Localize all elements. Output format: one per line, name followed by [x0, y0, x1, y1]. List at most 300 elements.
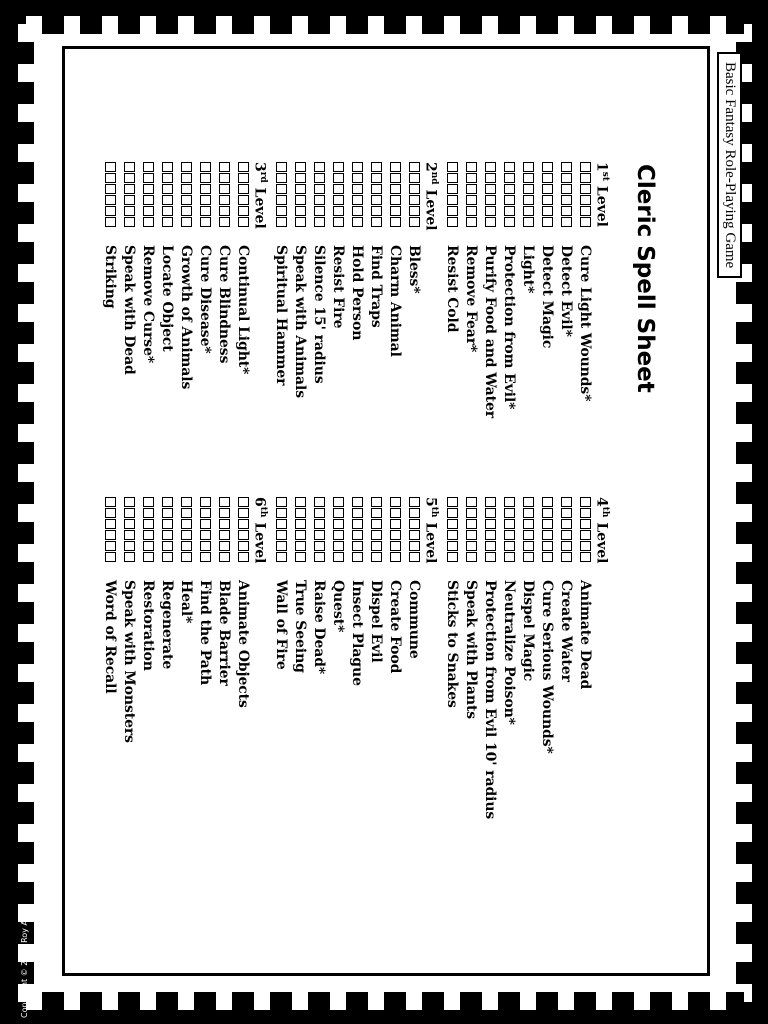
spell-slot-checkbox[interactable] — [295, 217, 306, 227]
spell-slot-checkbox[interactable] — [542, 552, 553, 562]
spell-slot-checkbox[interactable] — [238, 508, 249, 518]
spell-slot-checkbox[interactable] — [200, 217, 211, 227]
spell-slot-checkbox[interactable] — [219, 541, 230, 551]
spell-slot-checkbox[interactable] — [390, 552, 401, 562]
spell-slot-checkbox[interactable] — [466, 173, 477, 183]
spell-slot-checkbox[interactable] — [504, 552, 515, 562]
spell-slot-checkbox[interactable] — [504, 497, 515, 507]
spell-slot-checkbox[interactable] — [333, 530, 344, 540]
spell-slot-checkbox[interactable] — [219, 508, 230, 518]
spell-slot-checkbox[interactable] — [143, 217, 154, 227]
spell-slot-checkbox[interactable] — [542, 162, 553, 172]
spell-slot-checkbox[interactable] — [162, 162, 173, 172]
spell-slot-checkbox[interactable] — [219, 217, 230, 227]
spell-slot-checkbox[interactable] — [485, 519, 496, 529]
spell-slot-checkbox[interactable] — [504, 195, 515, 205]
spell-slot-checkbox[interactable] — [561, 497, 572, 507]
spell-slot-checkbox[interactable] — [200, 184, 211, 194]
spell-slot-checkbox[interactable] — [561, 195, 572, 205]
spell-slot-checkbox[interactable] — [105, 173, 116, 183]
spell-slot-checkbox[interactable] — [523, 206, 534, 216]
spell-slot-checkbox[interactable] — [523, 173, 534, 183]
spell-slot-checkbox[interactable] — [390, 541, 401, 551]
spell-slot-checkbox[interactable] — [105, 195, 116, 205]
spell-slot-checkbox[interactable] — [447, 173, 458, 183]
spell-slot-checkbox[interactable] — [409, 541, 420, 551]
spell-slot-checkbox[interactable] — [504, 206, 515, 216]
spell-slot-checkbox[interactable] — [238, 195, 249, 205]
spell-slot-checkbox[interactable] — [523, 552, 534, 562]
spell-slot-checkbox[interactable] — [238, 217, 249, 227]
spell-slot-checkbox[interactable] — [143, 497, 154, 507]
spell-slot-checkbox[interactable] — [238, 206, 249, 216]
spell-slot-checkbox[interactable] — [124, 195, 135, 205]
spell-slot-checkbox[interactable] — [276, 552, 287, 562]
spell-slot-checkbox[interactable] — [219, 497, 230, 507]
spell-slot-checkbox[interactable] — [371, 217, 382, 227]
spell-slot-checkbox[interactable] — [238, 173, 249, 183]
spell-slot-checkbox[interactable] — [295, 552, 306, 562]
spell-slot-checkbox[interactable] — [352, 162, 363, 172]
spell-slot-checkbox[interactable] — [333, 519, 344, 529]
spell-slot-checkbox[interactable] — [162, 552, 173, 562]
spell-checkbox-group — [352, 162, 363, 227]
spell-slot-checkbox[interactable] — [390, 162, 401, 172]
spell-slot-checkbox[interactable] — [181, 530, 192, 540]
spell-slot-checkbox[interactable] — [124, 530, 135, 540]
spell-slot-checkbox[interactable] — [162, 497, 173, 507]
spell-slot-checkbox[interactable] — [504, 173, 515, 183]
spell-slot-checkbox[interactable] — [580, 541, 591, 551]
spell-slot-checkbox[interactable] — [200, 541, 211, 551]
spell-slot-checkbox[interactable] — [466, 508, 477, 518]
spell-slot-checkbox[interactable] — [466, 552, 477, 562]
spell-slot-checkbox[interactable] — [181, 508, 192, 518]
spell-slot-checkbox[interactable] — [181, 206, 192, 216]
spell-slot-checkbox[interactable] — [580, 508, 591, 518]
spell-slot-checkbox[interactable] — [181, 541, 192, 551]
spell-slot-checkbox[interactable] — [542, 195, 553, 205]
copyright-notice: Copyright © 2007 Roy Allen — [20, 905, 29, 1018]
spell-slot-checkbox[interactable] — [314, 184, 325, 194]
spell-slot-checkbox[interactable] — [295, 530, 306, 540]
spell-slot-checkbox[interactable] — [466, 195, 477, 205]
spell-slot-checkbox[interactable] — [580, 519, 591, 529]
spell-slot-checkbox[interactable] — [466, 184, 477, 194]
spell-slot-checkbox[interactable] — [124, 519, 135, 529]
spell-slot-checkbox[interactable] — [447, 541, 458, 551]
spell-slot-checkbox[interactable] — [295, 519, 306, 529]
spell-slot-checkbox[interactable] — [238, 530, 249, 540]
spell-slot-checkbox[interactable] — [485, 508, 496, 518]
spell-slot-checkbox[interactable] — [561, 217, 572, 227]
spell-slot-checkbox[interactable] — [504, 530, 515, 540]
spell-slot-checkbox[interactable] — [447, 519, 458, 529]
spell-slot-checkbox[interactable] — [238, 162, 249, 172]
spell-slot-checkbox[interactable] — [314, 552, 325, 562]
spell-slot-checkbox[interactable] — [466, 530, 477, 540]
spell-slot-checkbox[interactable] — [143, 508, 154, 518]
spell-slot-checkbox[interactable] — [390, 195, 401, 205]
spell-checkbox-group — [485, 162, 496, 227]
spell-name: Dispel Evil — [368, 580, 385, 663]
spell-slot-checkbox[interactable] — [181, 217, 192, 227]
spell-slot-checkbox[interactable] — [314, 519, 325, 529]
spell-slot-checkbox[interactable] — [390, 206, 401, 216]
spell-slot-checkbox[interactable] — [314, 206, 325, 216]
spell-slot-checkbox[interactable] — [523, 195, 534, 205]
spell-slot-checkbox[interactable] — [409, 173, 420, 183]
spell-slot-checkbox[interactable] — [124, 217, 135, 227]
spell-slot-checkbox[interactable] — [219, 184, 230, 194]
spell-slot-checkbox[interactable] — [105, 541, 116, 551]
spell-slot-checkbox[interactable] — [352, 508, 363, 518]
spell-slot-checkbox[interactable] — [504, 184, 515, 194]
spell-slot-checkbox[interactable] — [314, 508, 325, 518]
spell-slot-checkbox[interactable] — [333, 508, 344, 518]
spell-slot-checkbox[interactable] — [162, 530, 173, 540]
spell-slot-checkbox[interactable] — [485, 217, 496, 227]
spell-slot-checkbox[interactable] — [447, 508, 458, 518]
spell-slot-checkbox[interactable] — [314, 497, 325, 507]
spell-slot-checkbox[interactable] — [143, 173, 154, 183]
spell-slot-checkbox[interactable] — [352, 552, 363, 562]
spell-slot-checkbox[interactable] — [181, 552, 192, 562]
spell-slot-checkbox[interactable] — [200, 173, 211, 183]
spell-slot-checkbox[interactable] — [371, 162, 382, 172]
spell-slot-checkbox[interactable] — [523, 541, 534, 551]
spell-slot-checkbox[interactable] — [523, 519, 534, 529]
spell-slot-checkbox[interactable] — [561, 206, 572, 216]
spell-slot-checkbox[interactable] — [447, 497, 458, 507]
spell-slot-checkbox[interactable] — [333, 206, 344, 216]
spell-slot-checkbox[interactable] — [390, 497, 401, 507]
spell-slot-checkbox[interactable] — [200, 508, 211, 518]
spell-slot-checkbox[interactable] — [523, 508, 534, 518]
spell-slot-checkbox[interactable] — [390, 530, 401, 540]
spell-slot-checkbox[interactable] — [314, 530, 325, 540]
spell-slot-checkbox[interactable] — [295, 508, 306, 518]
spell-slot-checkbox[interactable] — [333, 497, 344, 507]
spell-slot-checkbox[interactable] — [124, 162, 135, 172]
spell-slot-checkbox[interactable] — [314, 541, 325, 551]
spell-slot-checkbox[interactable] — [352, 173, 363, 183]
spell-slot-checkbox[interactable] — [200, 519, 211, 529]
spell-slot-checkbox[interactable] — [523, 497, 534, 507]
spell-slot-checkbox[interactable] — [200, 195, 211, 205]
spell-slot-checkbox[interactable] — [561, 508, 572, 518]
spell-slot-checkbox[interactable] — [580, 530, 591, 540]
spell-slot-checkbox[interactable] — [143, 206, 154, 216]
spell-slot-checkbox[interactable] — [238, 541, 249, 551]
spell-slot-checkbox[interactable] — [105, 530, 116, 540]
spell-slot-checkbox[interactable] — [580, 162, 591, 172]
spell-slot-checkbox[interactable] — [409, 195, 420, 205]
spell-slot-checkbox[interactable] — [447, 162, 458, 172]
spell-slot-checkbox[interactable] — [295, 497, 306, 507]
spell-slot-checkbox[interactable] — [504, 508, 515, 518]
spell-slot-checkbox[interactable] — [561, 184, 572, 194]
spell-slot-checkbox[interactable] — [542, 508, 553, 518]
spell-slot-checkbox[interactable] — [485, 173, 496, 183]
spell-slot-checkbox[interactable] — [447, 552, 458, 562]
spell-slot-checkbox[interactable] — [390, 173, 401, 183]
spell-slot-checkbox[interactable] — [143, 530, 154, 540]
spell-slot-checkbox[interactable] — [105, 552, 116, 562]
spell-slot-checkbox[interactable] — [542, 519, 553, 529]
spell-slot-checkbox[interactable] — [105, 508, 116, 518]
spell-slot-checkbox[interactable] — [409, 497, 420, 507]
spell-slot-checkbox[interactable] — [352, 541, 363, 551]
spell-slot-checkbox[interactable] — [314, 217, 325, 227]
spell-slot-checkbox[interactable] — [409, 162, 420, 172]
spell-slot-checkbox[interactable] — [390, 508, 401, 518]
spell-slot-checkbox[interactable] — [200, 497, 211, 507]
spell-slot-checkbox[interactable] — [561, 552, 572, 562]
spell-slot-checkbox[interactable] — [409, 552, 420, 562]
spell-slot-checkbox[interactable] — [295, 162, 306, 172]
spell-slot-checkbox[interactable] — [485, 552, 496, 562]
spell-slot-checkbox[interactable] — [124, 541, 135, 551]
spell-slot-checkbox[interactable] — [485, 206, 496, 216]
spell-slot-checkbox[interactable] — [200, 206, 211, 216]
spell-checkbox-group — [504, 497, 515, 562]
spell-slot-checkbox[interactable] — [561, 162, 572, 172]
spell-slot-checkbox[interactable] — [542, 530, 553, 540]
spell-slot-checkbox[interactable] — [181, 195, 192, 205]
spell-slot-checkbox[interactable] — [333, 162, 344, 172]
spell-slot-checkbox[interactable] — [485, 541, 496, 551]
spell-slot-checkbox[interactable] — [485, 530, 496, 540]
spell-name: Remove Curse* — [140, 245, 157, 364]
spell-slot-checkbox[interactable] — [333, 541, 344, 551]
spell-slot-checkbox[interactable] — [162, 206, 173, 216]
spell-slot-checkbox[interactable] — [333, 173, 344, 183]
spell-slot-checkbox[interactable] — [276, 508, 287, 518]
spell-slot-checkbox[interactable] — [523, 530, 534, 540]
spell-slot-checkbox[interactable] — [219, 206, 230, 216]
spell-slot-checkbox[interactable] — [143, 552, 154, 562]
spell-slot-checkbox[interactable] — [105, 162, 116, 172]
spell-slot-checkbox[interactable] — [352, 530, 363, 540]
spell-slot-checkbox[interactable] — [352, 497, 363, 507]
spell-slot-checkbox[interactable] — [409, 508, 420, 518]
spell-slot-checkbox[interactable] — [561, 519, 572, 529]
spell-slot-checkbox[interactable] — [143, 162, 154, 172]
spell-slot-checkbox[interactable] — [162, 541, 173, 551]
spell-slot-checkbox[interactable] — [371, 497, 382, 507]
spell-slot-checkbox[interactable] — [371, 195, 382, 205]
spell-slot-checkbox[interactable] — [181, 173, 192, 183]
spell-slot-checkbox[interactable] — [162, 173, 173, 183]
spell-slot-checkbox[interactable] — [181, 184, 192, 194]
spell-slot-checkbox[interactable] — [276, 206, 287, 216]
spell-slot-checkbox[interactable] — [485, 195, 496, 205]
spell-slot-checkbox[interactable] — [162, 184, 173, 194]
spell-slot-checkbox[interactable] — [466, 206, 477, 216]
spell-slot-checkbox[interactable] — [124, 497, 135, 507]
spell-slot-checkbox[interactable] — [390, 184, 401, 194]
spell-slot-checkbox[interactable] — [105, 206, 116, 216]
spell-slot-checkbox[interactable] — [276, 162, 287, 172]
spell-slot-checkbox[interactable] — [542, 217, 553, 227]
spell-slot-checkbox[interactable] — [143, 184, 154, 194]
spell-slot-checkbox[interactable] — [371, 173, 382, 183]
spell-slot-checkbox[interactable] — [238, 184, 249, 194]
spell-slot-checkbox[interactable] — [219, 552, 230, 562]
spell-slot-checkbox[interactable] — [276, 541, 287, 551]
spell-slot-checkbox[interactable] — [162, 519, 173, 529]
spell-slot-checkbox[interactable] — [371, 530, 382, 540]
spell-slot-checkbox[interactable] — [466, 497, 477, 507]
spell-slot-checkbox[interactable] — [542, 541, 553, 551]
spell-slot-checkbox[interactable] — [238, 519, 249, 529]
spell-slot-checkbox[interactable] — [371, 552, 382, 562]
spell-slot-checkbox[interactable] — [580, 552, 591, 562]
spell-slot-checkbox[interactable] — [124, 173, 135, 183]
spell-slot-checkbox[interactable] — [333, 184, 344, 194]
spell-slot-checkbox[interactable] — [333, 217, 344, 227]
spell-slot-checkbox[interactable] — [314, 162, 325, 172]
spell-slot-checkbox[interactable] — [295, 184, 306, 194]
spell-slot-checkbox[interactable] — [371, 541, 382, 551]
spell-slot-checkbox[interactable] — [561, 530, 572, 540]
spell-slot-checkbox[interactable] — [219, 195, 230, 205]
spell-name: Purify Food and Water — [482, 245, 499, 419]
spell-slot-checkbox[interactable] — [485, 497, 496, 507]
spell-slot-checkbox[interactable] — [523, 184, 534, 194]
spell-slot-checkbox[interactable] — [143, 519, 154, 529]
spell-slot-checkbox[interactable] — [219, 173, 230, 183]
spell-slot-checkbox[interactable] — [143, 195, 154, 205]
spell-slot-checkbox[interactable] — [580, 497, 591, 507]
spell-slot-checkbox[interactable] — [485, 162, 496, 172]
spell-slot-checkbox[interactable] — [580, 173, 591, 183]
spell-slot-checkbox[interactable] — [409, 530, 420, 540]
spell-slot-checkbox[interactable] — [295, 206, 306, 216]
spell-slot-checkbox[interactable] — [276, 195, 287, 205]
spell-slot-checkbox[interactable] — [580, 184, 591, 194]
spell-slot-checkbox[interactable] — [314, 173, 325, 183]
spell-slot-checkbox[interactable] — [276, 530, 287, 540]
spell-slot-checkbox[interactable] — [276, 217, 287, 227]
game-title-box: Basic Fantasy Role-Playing Game — [717, 52, 742, 278]
spell-slot-checkbox[interactable] — [352, 519, 363, 529]
spell-slot-checkbox[interactable] — [276, 497, 287, 507]
spell-slot-checkbox[interactable] — [447, 530, 458, 540]
spell-slot-checkbox[interactable] — [447, 184, 458, 194]
spell-slot-checkbox[interactable] — [371, 519, 382, 529]
spell-slot-checkbox[interactable] — [447, 206, 458, 216]
spell-slot-checkbox[interactable] — [181, 519, 192, 529]
spell-slot-checkbox[interactable] — [105, 217, 116, 227]
spell-slot-checkbox[interactable] — [295, 195, 306, 205]
spell-slot-checkbox[interactable] — [371, 508, 382, 518]
spell-slot-checkbox[interactable] — [352, 195, 363, 205]
spell-checkbox-group — [542, 497, 553, 562]
spell-slot-checkbox[interactable] — [561, 541, 572, 551]
spell-slot-checkbox[interactable] — [238, 497, 249, 507]
spell-slot-checkbox[interactable] — [352, 184, 363, 194]
spell-slot-checkbox[interactable] — [466, 162, 477, 172]
spell-slot-checkbox[interactable] — [523, 217, 534, 227]
spell-slot-checkbox[interactable] — [333, 195, 344, 205]
spell-slot-checkbox[interactable] — [143, 541, 154, 551]
spell-name: Wall of Fire — [273, 580, 290, 670]
spell-slot-checkbox[interactable] — [580, 206, 591, 216]
spell-slot-checkbox[interactable] — [504, 217, 515, 227]
spell-slot-checkbox[interactable] — [485, 184, 496, 194]
spell-slot-checkbox[interactable] — [124, 206, 135, 216]
spell-slot-checkbox[interactable] — [447, 195, 458, 205]
spell-slot-checkbox[interactable] — [466, 541, 477, 551]
spell-slot-checkbox[interactable] — [542, 173, 553, 183]
spell-slot-checkbox[interactable] — [295, 541, 306, 551]
spell-slot-checkbox[interactable] — [276, 184, 287, 194]
spell-slot-checkbox[interactable] — [276, 173, 287, 183]
spell-slot-checkbox[interactable] — [124, 184, 135, 194]
spell-slot-checkbox[interactable] — [162, 217, 173, 227]
spell-slot-checkbox[interactable] — [542, 184, 553, 194]
spell-slot-checkbox[interactable] — [162, 508, 173, 518]
spell-slot-checkbox[interactable] — [314, 195, 325, 205]
spell-slot-checkbox[interactable] — [504, 541, 515, 551]
spell-slot-checkbox[interactable] — [523, 162, 534, 172]
spell-slot-checkbox[interactable] — [105, 519, 116, 529]
spell-slot-checkbox[interactable] — [124, 508, 135, 518]
spell-slot-checkbox[interactable] — [580, 217, 591, 227]
spell-slot-checkbox[interactable] — [409, 184, 420, 194]
spell-slot-checkbox[interactable] — [181, 497, 192, 507]
spell-slot-checkbox[interactable] — [352, 206, 363, 216]
spell-slot-checkbox[interactable] — [390, 519, 401, 529]
spell-slot-checkbox[interactable] — [219, 530, 230, 540]
spell-slot-checkbox[interactable] — [542, 497, 553, 507]
spell-slot-checkbox[interactable] — [276, 519, 287, 529]
spell-slot-checkbox[interactable] — [409, 206, 420, 216]
spell-slot-checkbox[interactable] — [542, 206, 553, 216]
spell-slot-checkbox[interactable] — [219, 162, 230, 172]
spell-row — [215, 497, 234, 917]
spell-slot-checkbox[interactable] — [409, 519, 420, 529]
spell-slot-checkbox[interactable] — [561, 173, 572, 183]
spell-slot-checkbox[interactable] — [105, 184, 116, 194]
spell-slot-checkbox[interactable] — [200, 162, 211, 172]
level-number: 4 — [593, 497, 610, 507]
spell-slot-checkbox[interactable] — [200, 530, 211, 540]
spell-slot-checkbox[interactable] — [124, 552, 135, 562]
spell-slot-checkbox[interactable] — [371, 206, 382, 216]
spell-slot-checkbox[interactable] — [466, 519, 477, 529]
spell-slot-checkbox[interactable] — [200, 552, 211, 562]
spell-slot-checkbox[interactable] — [219, 519, 230, 529]
spell-slot-checkbox[interactable] — [409, 217, 420, 227]
spell-slot-checkbox[interactable] — [390, 217, 401, 227]
spell-slot-checkbox[interactable] — [181, 162, 192, 172]
spell-slot-checkbox[interactable] — [371, 184, 382, 194]
spell-slot-checkbox[interactable] — [580, 195, 591, 205]
spell-slot-checkbox[interactable] — [504, 162, 515, 172]
spell-slot-checkbox[interactable] — [466, 217, 477, 227]
spell-slot-checkbox[interactable] — [447, 217, 458, 227]
spell-slot-checkbox[interactable] — [333, 552, 344, 562]
spell-slot-checkbox[interactable] — [238, 552, 249, 562]
spell-slot-checkbox[interactable] — [295, 173, 306, 183]
spell-slot-checkbox[interactable] — [162, 195, 173, 205]
spell-slot-checkbox[interactable] — [105, 497, 116, 507]
spell-slot-checkbox[interactable] — [504, 519, 515, 529]
spell-slot-checkbox[interactable] — [352, 217, 363, 227]
